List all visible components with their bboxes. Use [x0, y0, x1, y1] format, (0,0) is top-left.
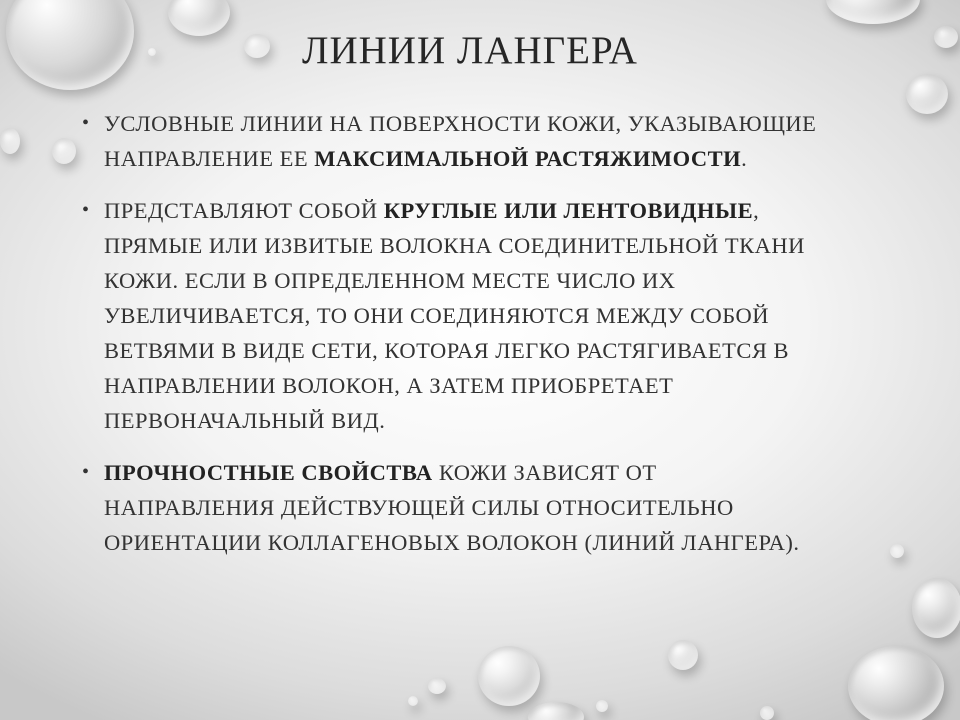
text-line: НАПРАВЛЕНИИ ВОЛОКОН, А ЗАТЕМ ПРИОБРЕТАЕТ: [104, 373, 674, 398]
water-drop-decoration: [848, 646, 944, 720]
text-line: НАПРАВЛЕНИЯ ДЕЙСТВУЮЩЕЙ СИЛЫ ОТНОСИТЕЛЬНО: [104, 495, 734, 520]
list-item: [82, 193, 852, 438]
text-line: УВЕЛИЧИВАЕТСЯ, ТО ОНИ СОЕДИНЯЮТСЯ МЕЖДУ СОБОЙ: [104, 303, 769, 328]
water-drop-decoration: [912, 578, 960, 638]
text-run: НАПРАВЛЕНИЕ ЕЕ: [104, 146, 315, 171]
bullet-icon: •: [82, 461, 90, 483]
text-line: [104, 455, 852, 490]
text-line: ПРЯМЫЕ ИЛИ ИЗВИТЫЕ ВОЛОКНА СОЕДИНИТЕЛЬНОЙ ТКАНИ: [104, 233, 805, 258]
text-line: [104, 106, 852, 141]
water-drop-decoration: [528, 702, 584, 720]
water-drop-decoration: [826, 0, 920, 24]
text-run: ПРЕДСТАВЛЯЮТ СОБОЙ: [104, 198, 384, 223]
bullet-icon: •: [82, 112, 90, 134]
water-drop-decoration: [52, 138, 76, 164]
water-drop-decoration: [890, 544, 904, 558]
list-item: [82, 455, 852, 560]
slide-title: ЛИНИИ ЛАНГЕРА: [302, 29, 638, 72]
text-line: ОРИЕНТАЦИИ КОЛЛАГЕНОВЫХ ВОЛОКОН (ЛИНИЙ ЛАНГЕРА).: [104, 530, 800, 555]
text-line: ВЕТВЯМИ В ВИДЕ СЕТИ, КОТОРАЯ ЛЕГКО РАСТЯГИВАЕТСЯ В: [104, 338, 790, 363]
water-drop-decoration: [428, 678, 446, 694]
text-run: КОЖИ ЗАВИСЯТ ОТ: [432, 460, 657, 485]
water-drop-decoration: [760, 706, 774, 720]
water-drop-decoration: [478, 646, 540, 706]
water-drop-decoration: [6, 0, 134, 90]
water-drop-decoration: [596, 700, 608, 712]
water-drop-decoration: [0, 128, 20, 154]
text-run: ,: [753, 198, 760, 223]
text-run: .: [741, 146, 748, 171]
water-drop-decoration: [906, 74, 948, 114]
text-run: УСЛОВНЫЕ ЛИНИИ НА ПОВЕРХНОСТИ КОЖИ, УКАЗЫВАЮЩИЕ: [104, 111, 817, 136]
text-line: [104, 141, 852, 176]
bullet-list: [82, 106, 852, 577]
text-line: ПЕРВОНАЧАЛЬНЫЙ ВИД.: [104, 408, 386, 433]
list-item: [82, 106, 852, 176]
water-drop-decoration: [934, 26, 958, 48]
water-drop-decoration: [408, 696, 418, 706]
bullet-icon: •: [82, 199, 90, 221]
bold-text: КРУГЛЫЕ ИЛИ ЛЕНТОВИДНЫЕ: [383, 198, 754, 223]
water-drop-decoration: [148, 48, 156, 56]
water-drop-decoration: [168, 0, 230, 36]
text-line: КОЖИ. ЕСЛИ В ОПРЕДЕЛЕННОМ МЕСТЕ ЧИСЛО ИХ: [104, 268, 676, 293]
text-line: [104, 193, 852, 228]
water-drop-decoration: [244, 34, 270, 58]
water-drop-decoration: [668, 640, 698, 670]
bold-text: ПРОЧНОСТНЫЕ СВОЙСТВА: [104, 460, 433, 485]
bold-text: МАКСИМАЛЬНОЙ РАСТЯЖИМОСТИ: [314, 146, 742, 171]
